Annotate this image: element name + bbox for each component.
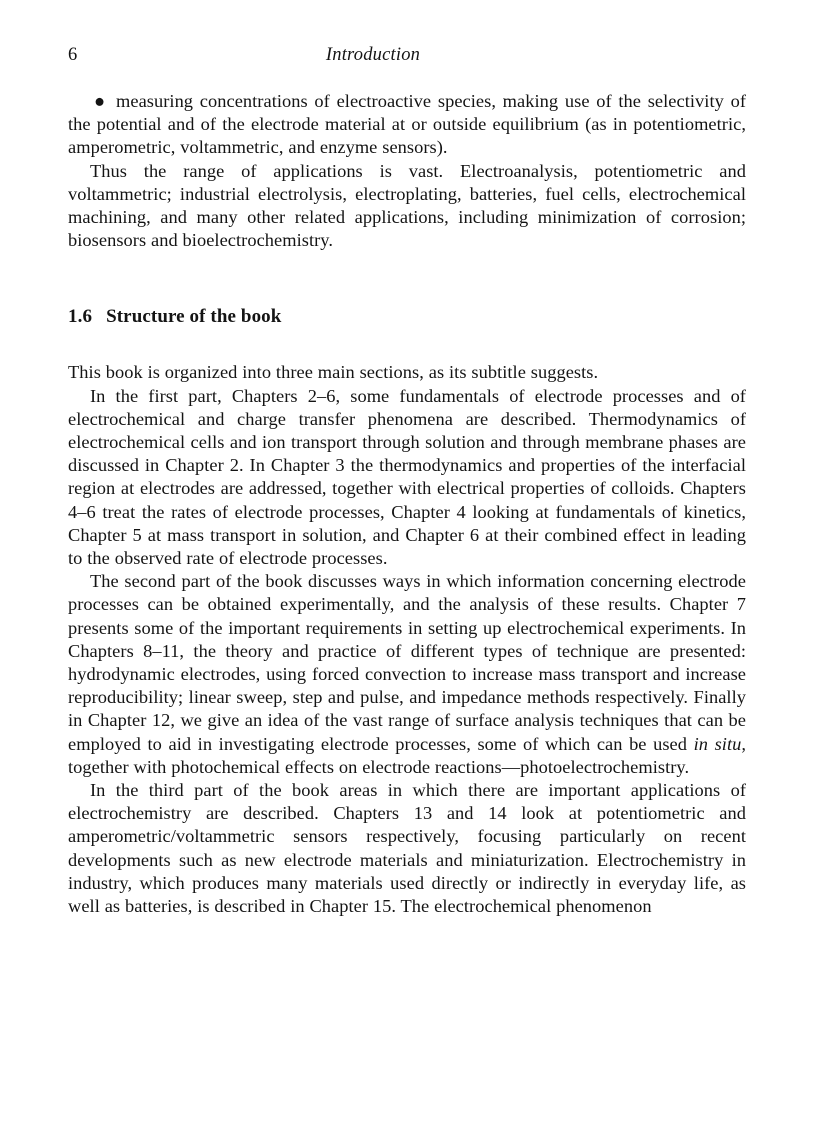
- page-content: [68, 44, 746, 918]
- paragraph-organized: This book is organized into three main sections, as its subtitle suggests.: [68, 362, 599, 383]
- second-part-text-b: together with photochemical effects on electrode reactions—photoelectrochemistry.: [68, 756, 690, 777]
- paragraph-thus-range: Thus the range of applications is vast. Electroanalysis, potentiometric and voltammetric; industrial electrolysis, electroplating, batteries, fuel cells, electrochemical machining, and many other related applications, including minimization of corrosion; biosensors and bioelectrochemistry.: [68, 160, 746, 251]
- section-heading: [68, 305, 746, 329]
- bullet-point-icon: ●: [94, 91, 106, 111]
- paragraph-first-part: In the first part, Chapters 2–6, some fundamentals of electrode processes and of electrochemical and charge transfer phenomena are described. Thermodynamics of electrochemical cells and ion transport through solution and through membrane phases are discussed in Chapter 2. In Chapter 3 the thermodynamics and properties of the interfacial region at electrodes are addressed, together with electrical properties of colloids. Chapters 4–6 treat the rates of electrode processes, Chapter 4 looking at fundamentals of kinetics, Chapter 5 at mass transport in solution, and Chapter 6 at their combined effect in leading to the observed rate of electrode processes.: [68, 385, 746, 569]
- bullet-item-text: measuring concentrations of electroactive species, making use of the selectivity of the potential and of the electrode material at or outside equilibrium (as in potentiometric, amperometric, voltammetric, and enzyme sensors).: [68, 91, 746, 158]
- second-part-text-a: The second part of the book discusses ways in which information concerning electrode processes can be obtained experimentally, and the analysis of these results. Chapter 7 presents some of the important requirements in setting up electrochemical experiments. In Chapters 8–11, the theory and practice of different types of technique are presented: hydrodynamic electrodes, using forced convection to increase mass transport and increase reproducibility; linear sweep, step and pulse, and impedance methods respectively. Finally in Chapter 12, we give an idea of the vast range of surface analysis techniques that can be employed to aid in investigating electrode processes, some of which can be used: [68, 571, 746, 754]
- running-head: Introduction: [325, 45, 421, 65]
- section-title: Structure of the book: [106, 306, 282, 328]
- bullet-list-item: [68, 90, 746, 160]
- page-header: [68, 44, 746, 74]
- section-number: 1.6: [68, 306, 93, 328]
- page-number: 6: [68, 45, 78, 65]
- section-heading-block: [68, 305, 746, 329]
- paragraph-third-part: In the third part of the book areas in which there are important applications of electrochemistry are described. Chapters 13 and 14 look at potentiometric and amperometric/voltammetric sensors respectively, focusing particularly on recent developments such as new electrode materials and miniaturization. Electrochemistry in industry, which produces many materials used directly or indirectly in everyday life, as well as batteries, is described in Chapter 15. The electrochemical phenomenon: [68, 780, 746, 917]
- in-situ-italic: in situ,: [693, 733, 746, 754]
- paragraph-second-part: [68, 570, 746, 779]
